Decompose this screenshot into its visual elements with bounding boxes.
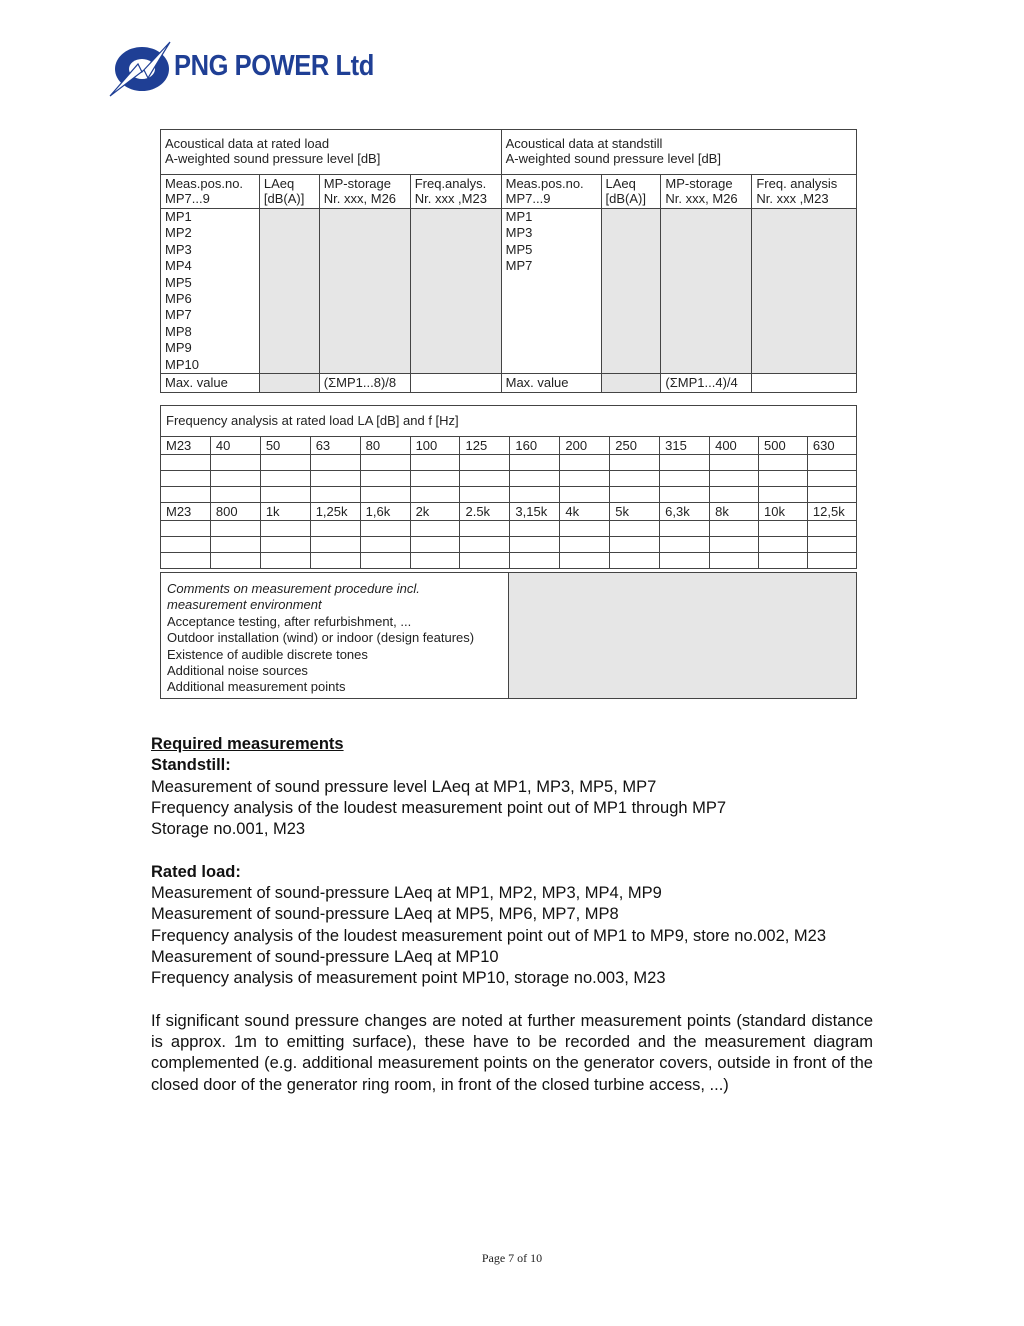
standstill-header bbox=[501, 130, 856, 175]
list-item: MP6 bbox=[165, 291, 192, 307]
max-value-label-rated: Max. value bbox=[161, 374, 260, 393]
comments-input-cell[interactable] bbox=[508, 573, 856, 699]
max-freq-standstill-cell[interactable] bbox=[752, 374, 857, 393]
standstill-line: Frequency analysis of the loudest measurement point out of MP1 through MP7 bbox=[151, 798, 727, 817]
list-item: MP8 bbox=[165, 323, 192, 339]
comments-line: Additional noise sources bbox=[167, 663, 308, 679]
company-logo bbox=[108, 38, 374, 100]
comments-line: measurement environment bbox=[167, 597, 322, 613]
frequency-value: 40 bbox=[210, 437, 260, 455]
rated-line: Measurement of sound-pressure LAeq at MP10 bbox=[151, 947, 499, 966]
col-freq-analysis-rated: Freq.analys. Nr. xxx ,M23 bbox=[410, 175, 501, 209]
rated-line: Frequency analysis of the loudest measurement point out of MP1 to MP9, store no.002, M23 bbox=[151, 926, 827, 945]
blank-row bbox=[161, 553, 857, 569]
frequency-value: 2.5k bbox=[460, 503, 510, 521]
list-item: MP5 bbox=[505, 241, 533, 257]
frequency-value: 100 bbox=[410, 437, 460, 455]
standstill-heading: Standstill: bbox=[151, 756, 231, 775]
list-item: MP5 bbox=[165, 274, 192, 290]
frequency-value: 1k bbox=[260, 503, 310, 521]
freq-row-low bbox=[161, 437, 857, 455]
rated-points-list bbox=[161, 209, 260, 374]
frequency-value: 63 bbox=[310, 437, 360, 455]
max-freq-rated-cell[interactable] bbox=[410, 374, 501, 393]
frequency-value: 50 bbox=[260, 437, 310, 455]
rated-load-header bbox=[161, 130, 502, 175]
frequency-value: 5k bbox=[610, 503, 660, 521]
freq-analysis-standstill-cell[interactable] bbox=[752, 209, 857, 374]
comments-line: Outdoor installation (wind) or indoor (design features) bbox=[167, 630, 475, 646]
frequency-value: 500 bbox=[759, 437, 808, 455]
frequency-value: 1,25k bbox=[310, 503, 360, 521]
laeq-standstill-cell[interactable] bbox=[601, 209, 661, 374]
freq-row-high bbox=[161, 503, 857, 521]
comments-label-cell bbox=[161, 573, 509, 699]
rated-line: Measurement of sound-pressure LAeq at MP5, MP6, MP7, MP8 bbox=[151, 905, 619, 924]
final-paragraph: If significant sound pressure changes are noted at further measurement points (standard distance is approx. 1m to emitting surface), these have to be recorded and the measurement diagram complemented (e.g. additional measurement points on the generator covers, outside in front of the closed door of the generator ring room, in front of the closed turbine access, ...) bbox=[151, 1011, 873, 1094]
standstill-title: Acoustical data at standstill bbox=[505, 136, 663, 151]
col-mp-storage-standstill: MP-storage Nr. xxx, M26 bbox=[661, 175, 752, 209]
rated-line: Frequency analysis of measurement point MP10, storage no.003, M23 bbox=[151, 969, 666, 988]
list-item: MP4 bbox=[165, 258, 192, 274]
frequency-value: 2k bbox=[410, 503, 460, 521]
freq-row-label: M23 bbox=[161, 437, 211, 455]
rated-load-heading: Rated load: bbox=[151, 862, 241, 881]
standstill-line: Measurement of sound pressure level LAeq at MP1, MP3, MP5, MP7 bbox=[151, 777, 657, 796]
standstill-points-list bbox=[501, 209, 601, 374]
freq-analysis-rated-cell[interactable] bbox=[410, 209, 501, 374]
spacer bbox=[151, 990, 873, 1011]
frequency-analysis-table bbox=[160, 405, 857, 569]
max-value-label-standstill: Max. value bbox=[501, 374, 601, 393]
mp-storage-rated-cell[interactable] bbox=[319, 209, 410, 374]
required-measurements-heading: Required measurements bbox=[151, 735, 344, 753]
frequency-value: 630 bbox=[807, 437, 856, 455]
max-laeq-rated-cell[interactable] bbox=[259, 374, 319, 393]
list-item: MP1 bbox=[505, 209, 533, 224]
col-mp-storage-rated: MP-storage Nr. xxx, M26 bbox=[319, 175, 410, 209]
lightning-globe-icon bbox=[108, 38, 174, 100]
mp-storage-standstill-cell[interactable] bbox=[661, 209, 752, 374]
col-meas-pos-rated: Meas.pos.no. MP7...9 bbox=[161, 175, 260, 209]
blank-row bbox=[161, 471, 857, 487]
list-item: MP7 bbox=[165, 307, 192, 323]
standstill-line: Storage no.001, M23 bbox=[151, 820, 306, 839]
frequency-value: 12,5k bbox=[807, 503, 856, 521]
blank-row bbox=[161, 521, 857, 537]
frequency-value: 10k bbox=[759, 503, 808, 521]
acoustic-data-table bbox=[160, 129, 857, 393]
col-laeq-standstill: LAeq [dB(A)] bbox=[601, 175, 661, 209]
frequency-value: 8k bbox=[710, 503, 759, 521]
frequency-value: 800 bbox=[210, 503, 260, 521]
list-item: MP2 bbox=[165, 225, 192, 241]
frequency-value: 250 bbox=[610, 437, 660, 455]
laeq-rated-cell[interactable] bbox=[259, 209, 319, 374]
rated-formula: (ΣMP1...8)/8 bbox=[319, 374, 410, 393]
page-number: Page 7 of 10 bbox=[481, 1251, 543, 1265]
spacer bbox=[151, 840, 873, 861]
freq-table-title: Frequency analysis at rated load LA [dB] and f [Hz] bbox=[161, 406, 857, 437]
max-laeq-standstill-cell[interactable] bbox=[601, 374, 661, 393]
comments-line: Additional measurement points bbox=[167, 679, 346, 695]
frequency-value: 400 bbox=[710, 437, 759, 455]
list-item: MP3 bbox=[165, 241, 192, 257]
freq-row-label: M23 bbox=[161, 503, 211, 521]
standstill-subtitle: A-weighted sound pressure level [dB] bbox=[505, 151, 721, 166]
frequency-value: 160 bbox=[510, 437, 560, 455]
frequency-value: 4k bbox=[560, 503, 610, 521]
list-item: MP1 bbox=[165, 209, 192, 224]
comments-line: Comments on measurement procedure incl. bbox=[167, 581, 420, 596]
comments-line: Acceptance testing, after refurbishment, ... bbox=[167, 613, 412, 629]
rated-load-title: Acoustical data at rated load bbox=[165, 136, 330, 151]
frequency-value: 3,15k bbox=[510, 503, 560, 521]
frequency-value: 315 bbox=[660, 437, 710, 455]
frequency-value: 80 bbox=[360, 437, 410, 455]
list-item: MP3 bbox=[505, 225, 533, 241]
blank-row bbox=[161, 487, 857, 503]
frequency-value: 200 bbox=[560, 437, 610, 455]
blank-row bbox=[161, 537, 857, 553]
col-freq-analysis-standstill: Freq. analysis Nr. xxx ,M23 bbox=[752, 175, 857, 209]
list-item: MP7 bbox=[505, 258, 533, 274]
frequency-value: 1,6k bbox=[360, 503, 410, 521]
comments-line: Existence of audible discrete tones bbox=[167, 646, 368, 662]
logo-text: PNG POWER Ltd bbox=[174, 50, 374, 82]
rated-line: Measurement of sound-pressure LAeq at MP1, MP2, MP3, MP4, MP9 bbox=[151, 884, 662, 903]
frequency-value: 6,3k bbox=[660, 503, 710, 521]
list-item: MP10 bbox=[165, 356, 199, 372]
col-meas-pos-standstill: Meas.pos.no. MP7...9 bbox=[501, 175, 601, 209]
blank-row bbox=[161, 455, 857, 471]
standstill-formula: (ΣMP1...4)/4 bbox=[661, 374, 752, 393]
body-text bbox=[151, 734, 873, 1096]
rated-load-subtitle: A-weighted sound pressure level [dB] bbox=[165, 151, 381, 166]
frequency-value: 125 bbox=[460, 437, 510, 455]
list-item: MP9 bbox=[165, 340, 192, 356]
col-laeq-rated: LAeq [dB(A)] bbox=[259, 175, 319, 209]
comments-table bbox=[160, 572, 857, 699]
